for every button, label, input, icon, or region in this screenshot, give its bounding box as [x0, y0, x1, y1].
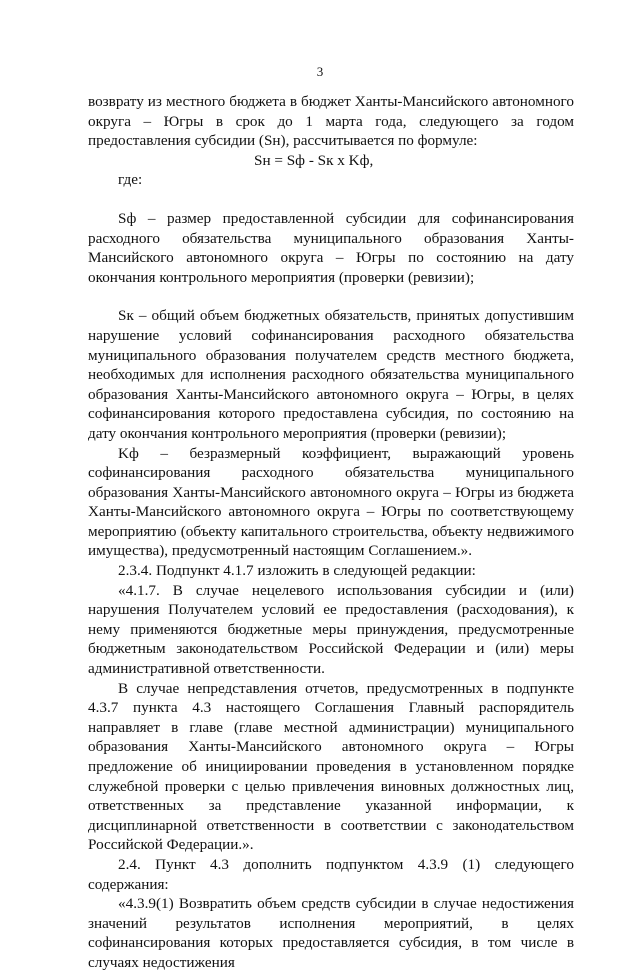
paragraph-reports: В случае непредставления отчетов, предусмотренных в подпункте 4.3.7 пункта 4.3 настоящего Соглашения Главный распорядитель направляет в главе (главе местной администрации) муниципального образования Ханты-Мансийского автономного округа – Югры предложение об инициировании проведения в установленном порядке служебной проверки с целью привлечения виновных должностных лиц, ответственных за представление указанной информации, к дисциплинарной ответственности в соответствии с законодательством Российской Федерации.».: [88, 679, 574, 854]
paragraph-4-3-9-1: «4.3.9(1) Возвратить объем средств субсидии в случае недостижения значений результатов исполнения мероприятий, в целях софинансирования которых предоставляется субсидия, в том числе в случаях недостижения: [88, 895, 574, 971]
paragraph-4-1-7: «4.1.7. В случае нецелевого использования субсидии и (или) нарушения Получателем условий ее предоставления (расходования), к нему применяются бюджетные меры принуждения, предусмотренные бюджетным законодательством Российской Федерации и (или) меры административной ответственности.: [88, 581, 574, 678]
paragraph-sk-definition: Sк – общий объем бюджетных обязательств, принятых допустившим нарушение условий софинансирования расходного обязательства муниципального образования получателем средств местного бюджета, необходимых для исполнения расходного обязательства муниципального образования Ханты-Мансийского автономного округа – Югры, в целях софинансирования которого предоставлена субсидия, по состоянию на дату окончания контрольного мероприятия (проверки (ревизии);: [88, 307, 574, 442]
spacer: [88, 287, 574, 306]
page-number: 3: [316, 64, 324, 79]
paragraph-2-3-4: 2.3.4. Подпункт 4.1.7 изложить в следующей редакции:: [118, 562, 476, 580]
formula: Sн = Sф - Sк x Kф,: [254, 151, 374, 169]
document-body: [88, 92, 574, 973]
where-label: где:: [118, 171, 143, 189]
paragraph-kf-definition: Kф – безразмерный коэффициент, выражающий уровень софинансирования расходного обязательства муниципального образования Ханты-Мансийского автономного округа – Югры из бюджета Ханты-Мансийского автономного округа – Югры по соответствующему мероприятию (объекту капитального строительства, объекту недвижимого имущества), предусмотренный настоящим Соглашением.».: [88, 444, 574, 560]
spacer: [88, 190, 574, 209]
paragraph-2-4: 2.4. Пункт 4.3 дополнить подпунктом 4.3.9 (1) следующего содержания:: [88, 855, 574, 893]
paragraph-sf-definition: Sф – размер предоставленной субсидии для софинансирования расходного обязательства муниципального образования Ханты-Мансийского автономного округа – Югры по состоянию на дату окончания контрольного мероприятия (проверки (ревизии);: [88, 209, 574, 286]
paragraph-refund-intro: возврату из местного бюджета в бюджет Ханты-Мансийского автономного округа – Югры в срок до 1 марта года, следующего за годом предоставления субсидии (Sн), рассчитывается по формуле:: [88, 93, 574, 150]
